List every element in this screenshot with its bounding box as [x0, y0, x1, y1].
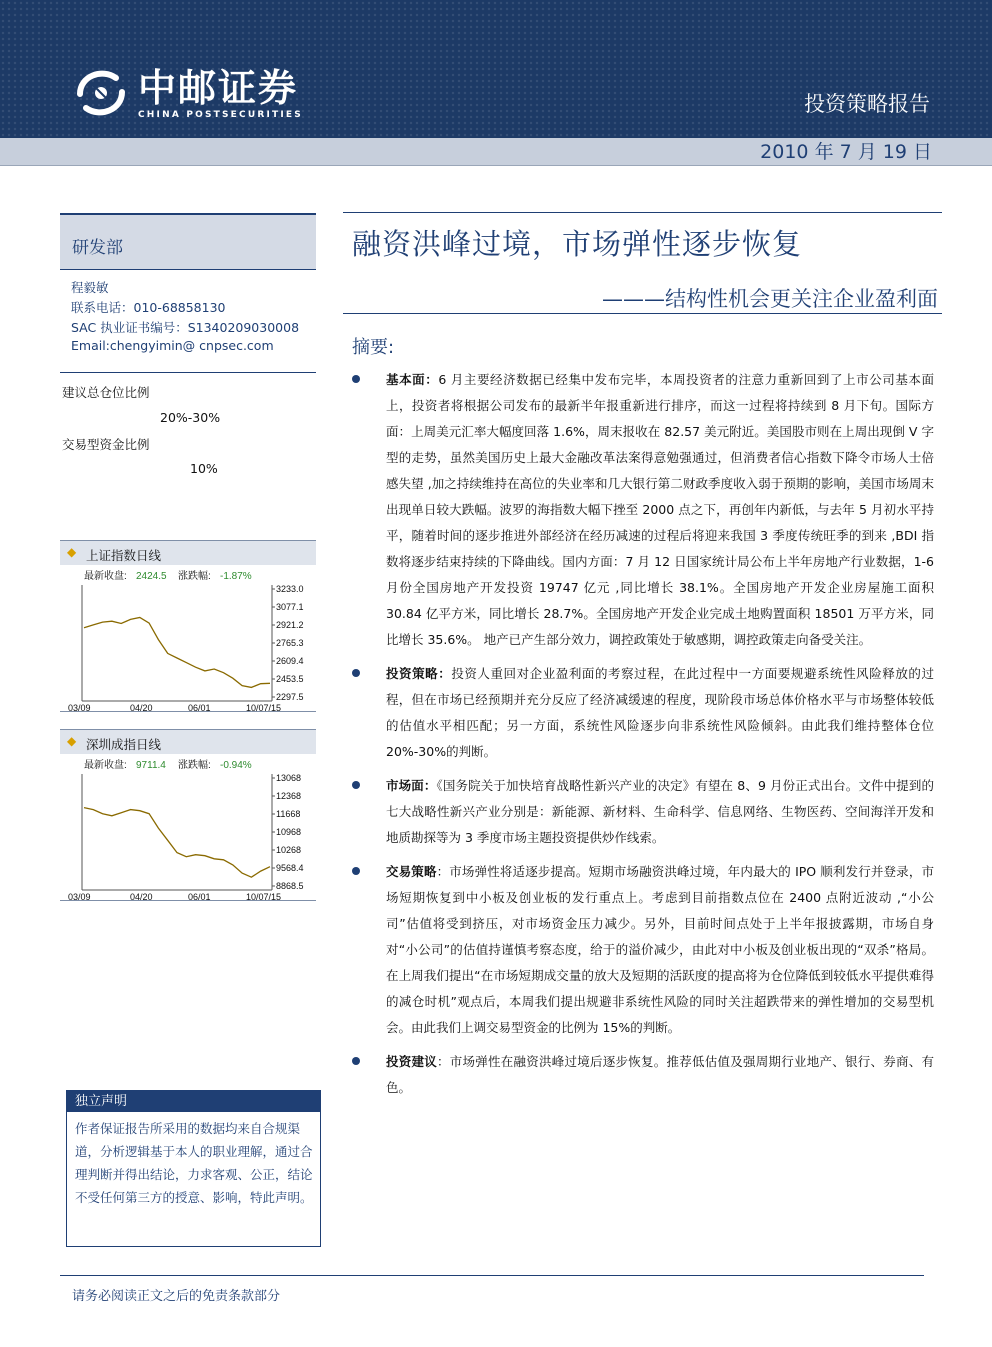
- y-tick-label: 12368: [276, 791, 302, 801]
- list-item: [352, 1049, 934, 1101]
- report-date: 2010 年 7 月 19 日: [760, 141, 932, 163]
- y-tick-label: 2453.5: [276, 674, 304, 684]
- position-value: 20%-30%: [160, 410, 221, 425]
- y-tick-label: 13068: [276, 773, 302, 783]
- y-tick-label: 2765.3: [276, 638, 304, 648]
- analyst-email[interactable]: Email:chengyimin@ cnpsec.com: [71, 338, 274, 353]
- bullet-icon: [352, 669, 360, 677]
- chart-header: [60, 730, 316, 754]
- department-box: [60, 213, 316, 270]
- change-label: 涨跌幅:: [178, 760, 211, 771]
- chart-header: [60, 541, 316, 565]
- department-name: 研发部: [72, 238, 123, 258]
- bullet-icon: [352, 375, 360, 383]
- latest-close-label: 最新收盘:: [84, 571, 127, 582]
- bullet-text: 投资人重回对企业盈利面的考察过程，在此过程中一方面要规避系统性风险释放的过程，但在市场已经预期并充分反应了经济减缓速的程度，现阶段市场总体价格水平与市场整体较低的估值水平相匹配；另一方面，系统性风险逐步向非系统性风险倾斜。由此我们维持整体仓位 20%-30%的判断。: [386, 666, 934, 759]
- diamond-icon: ◆: [67, 734, 77, 748]
- abstract-paragraph: [386, 1049, 934, 1101]
- index-line: [84, 618, 270, 688]
- change-value: -1.87%: [220, 571, 252, 582]
- shanghai-index-chart: [60, 540, 316, 712]
- analyst-phone: 联系电话：010-68858130: [71, 300, 226, 315]
- bullet-label: 投资建议: [386, 1054, 437, 1069]
- x-tick-label: 10/07/15: [246, 703, 282, 711]
- date-bar: [0, 138, 992, 166]
- x-tick-label: 06/01: [188, 892, 211, 900]
- bullet-icon: [352, 867, 360, 875]
- bullet-text: ：市场弹性将适逐步提高。短期市场融资洪峰过境，年内最大的 IPO 顺利发行并登录，市场短期恢复到中小板及创业板的发行重点上。考虑到目前指数点位在 2400 点附近波动 ,“小公司”估值将受到挤压，对市场资金压力减少。另外，目前时间点处于上半年报披露期，市场自身对“小公司”的估值持谨慎考察态度，给于的溢价减少，由此对中小板及创业板出现的“双杀”格局。在上周我们提出“在市场短期成交量的放大及短期的活跃度的提高将为仓位降低到较低水平提供难得的减仓时机”观点后，本周我们提出规避非系统性风险的同时关注超跌带来的弹性增加的交易型机会。由此我们上调交易型资金的比例为 15%的判断。: [386, 864, 934, 1035]
- diamond-icon: ◆: [67, 545, 77, 559]
- y-tick-label: 2609.4: [276, 656, 304, 666]
- abstract-heading: 摘要:: [352, 337, 395, 358]
- x-tick-label: 06/01: [188, 703, 211, 711]
- y-tick-label: 3233.0: [276, 584, 304, 594]
- list-item: [352, 661, 934, 765]
- chart-plot: [60, 565, 316, 711]
- bullet-label: 投资策略：: [386, 666, 452, 681]
- index-line: [84, 808, 270, 878]
- y-tick-label: 10268: [276, 845, 302, 855]
- x-tick-label: 04/20: [130, 703, 153, 711]
- y-tick-label: 8868.5: [276, 881, 304, 891]
- y-tick-label: 3077.1: [276, 602, 304, 612]
- position-label: 建议总仓位比例: [62, 385, 150, 400]
- bullet-text: 《国务院关于加快培育战略性新兴产业的决定》有望在 8、9 月份正式出台。文件中提到的七大战略性新兴产业分别是：新能源、新材料、生命科学、信息网络、生物医药、空间海洋开发和地质勘探等为 3 季度市场主题投资提供炒作线索。: [386, 778, 934, 845]
- abstract-paragraph: [386, 661, 934, 765]
- shenzhen-index-chart: [60, 729, 316, 901]
- company-name-cn: 中邮证券: [138, 66, 299, 110]
- change-value: -0.94%: [220, 760, 252, 771]
- report-subtitle: ———结构性机会更关注企业盈利面: [602, 287, 938, 311]
- footer-disclaimer: 请务必阅读正文之后的免责条款部分: [72, 1289, 281, 1304]
- x-tick-label: 04/20: [130, 892, 153, 900]
- bullet-icon: [352, 1057, 360, 1065]
- bullet-text: 6 月主要经济数据已经集中发布完毕，本周投资者的注意力重新回到了上市公司基本面上，投资者将根据公司发布的最新半年报重新进行排序，而这一过程将持续到 8 月下旬。国际方面：上周美元汇率大幅度回落 1.6%，周末报收在 82.57 美元附近。美国股市则在上周出现倒 V 字型的走势，虽然美国历史上最大金融改革法案得意勉强通过，但消费者信心指数下降令市场人士倍感失望 ,加之持续维持在高位的失业率和几大银行第二财政季度收入弱于预期的影响，美国市场周末出现单日较大跌幅。波罗的海指数大幅下挫至 2000 点之下，再创年内新低，与去年 5 月初水平持平，随着时间的逐步推进外部经济在经历减速的过程后将迎来我国 3 季度传统旺季的到来 ,BDI 指数将逐步结束持续的下降曲线。国内方面：7 月 12 日国家统计局公布上半年房地产行业数据，1-6 月份全国房地产开发投资 19747 亿元 ,同比增长 38.1%。全国房地产开发企业房屋施工面积 30.84 亿平方米，同比增长 28.7%。全国房地产开发企业完成土地购置面积 18501 万平方米，同比增长 35.6%。 地产已产生部分效力，调控政策处于敏感期，调控政策走向备受关注。: [386, 372, 934, 647]
- bullet-label: 市场面：: [386, 778, 437, 793]
- company-name-en: CHINA POSTSECURITIES: [138, 110, 303, 120]
- abstract-list: [352, 367, 934, 1109]
- abstract-paragraph: [386, 859, 934, 1041]
- trading-value: 10%: [190, 461, 218, 476]
- report-title: 融资洪峰过境，市场弹性逐步恢复: [352, 227, 803, 261]
- title-top-rule: [343, 212, 942, 213]
- list-item: [352, 367, 934, 653]
- sidebar-divider: [60, 372, 316, 373]
- declaration-title: 独立声明: [67, 1091, 320, 1112]
- y-tick-label: 2921.2: [276, 620, 304, 630]
- bullet-label: 基本面：: [386, 372, 439, 387]
- x-tick-label: 03/09: [68, 703, 91, 711]
- latest-close-value: 2424.5: [136, 571, 167, 582]
- chart-title: 上证指数日线: [86, 548, 162, 563]
- bullet-text: ：市场弹性在融资洪峰过境后逐步恢复。推荐低估值及强周期行业地产、银行、券商、有色。: [386, 1054, 934, 1095]
- footer-rule: [60, 1275, 924, 1276]
- y-tick-label: 10968: [276, 827, 302, 837]
- abstract-paragraph: [386, 367, 934, 653]
- bullet-icon: [352, 781, 360, 789]
- title-bottom-rule: [343, 313, 942, 314]
- chart-plot: [60, 754, 316, 900]
- change-label: 涨跌幅:: [178, 571, 211, 582]
- trading-label: 交易型资金比例: [62, 437, 150, 452]
- latest-close-value: 9711.4: [136, 760, 166, 771]
- independence-declaration: [66, 1090, 321, 1247]
- list-item: [352, 773, 934, 851]
- latest-close-label: 最新收盘:: [84, 760, 127, 771]
- bullet-label: 交易策略: [386, 864, 437, 879]
- declaration-body: 作者保证报告所采用的数据均来自合规渠道，分析逻辑基于本人的职业理解，通过合理判断并得出结论，力求客观、公正，结论不受任何第三方的授意、影响，特此声明。: [75, 1121, 313, 1205]
- y-tick-label: 2297.5: [276, 692, 304, 702]
- abstract-paragraph: [386, 773, 934, 851]
- x-tick-label: 10/07/15: [246, 892, 282, 900]
- list-item: [352, 859, 934, 1041]
- y-tick-label: 9568.4: [276, 863, 304, 873]
- x-tick-label: 03/09: [68, 892, 91, 900]
- y-tick-label: 11668: [276, 809, 301, 819]
- header-banner: [0, 0, 992, 138]
- analyst-sac-number: SAC 执业证书编号：S1340209030008: [71, 320, 300, 335]
- analyst-name: 程毅敏: [71, 280, 109, 295]
- chart-title: 深圳成指日线: [86, 737, 162, 752]
- company-logo-icon: [72, 64, 130, 122]
- report-type: 投资策略报告: [804, 92, 930, 116]
